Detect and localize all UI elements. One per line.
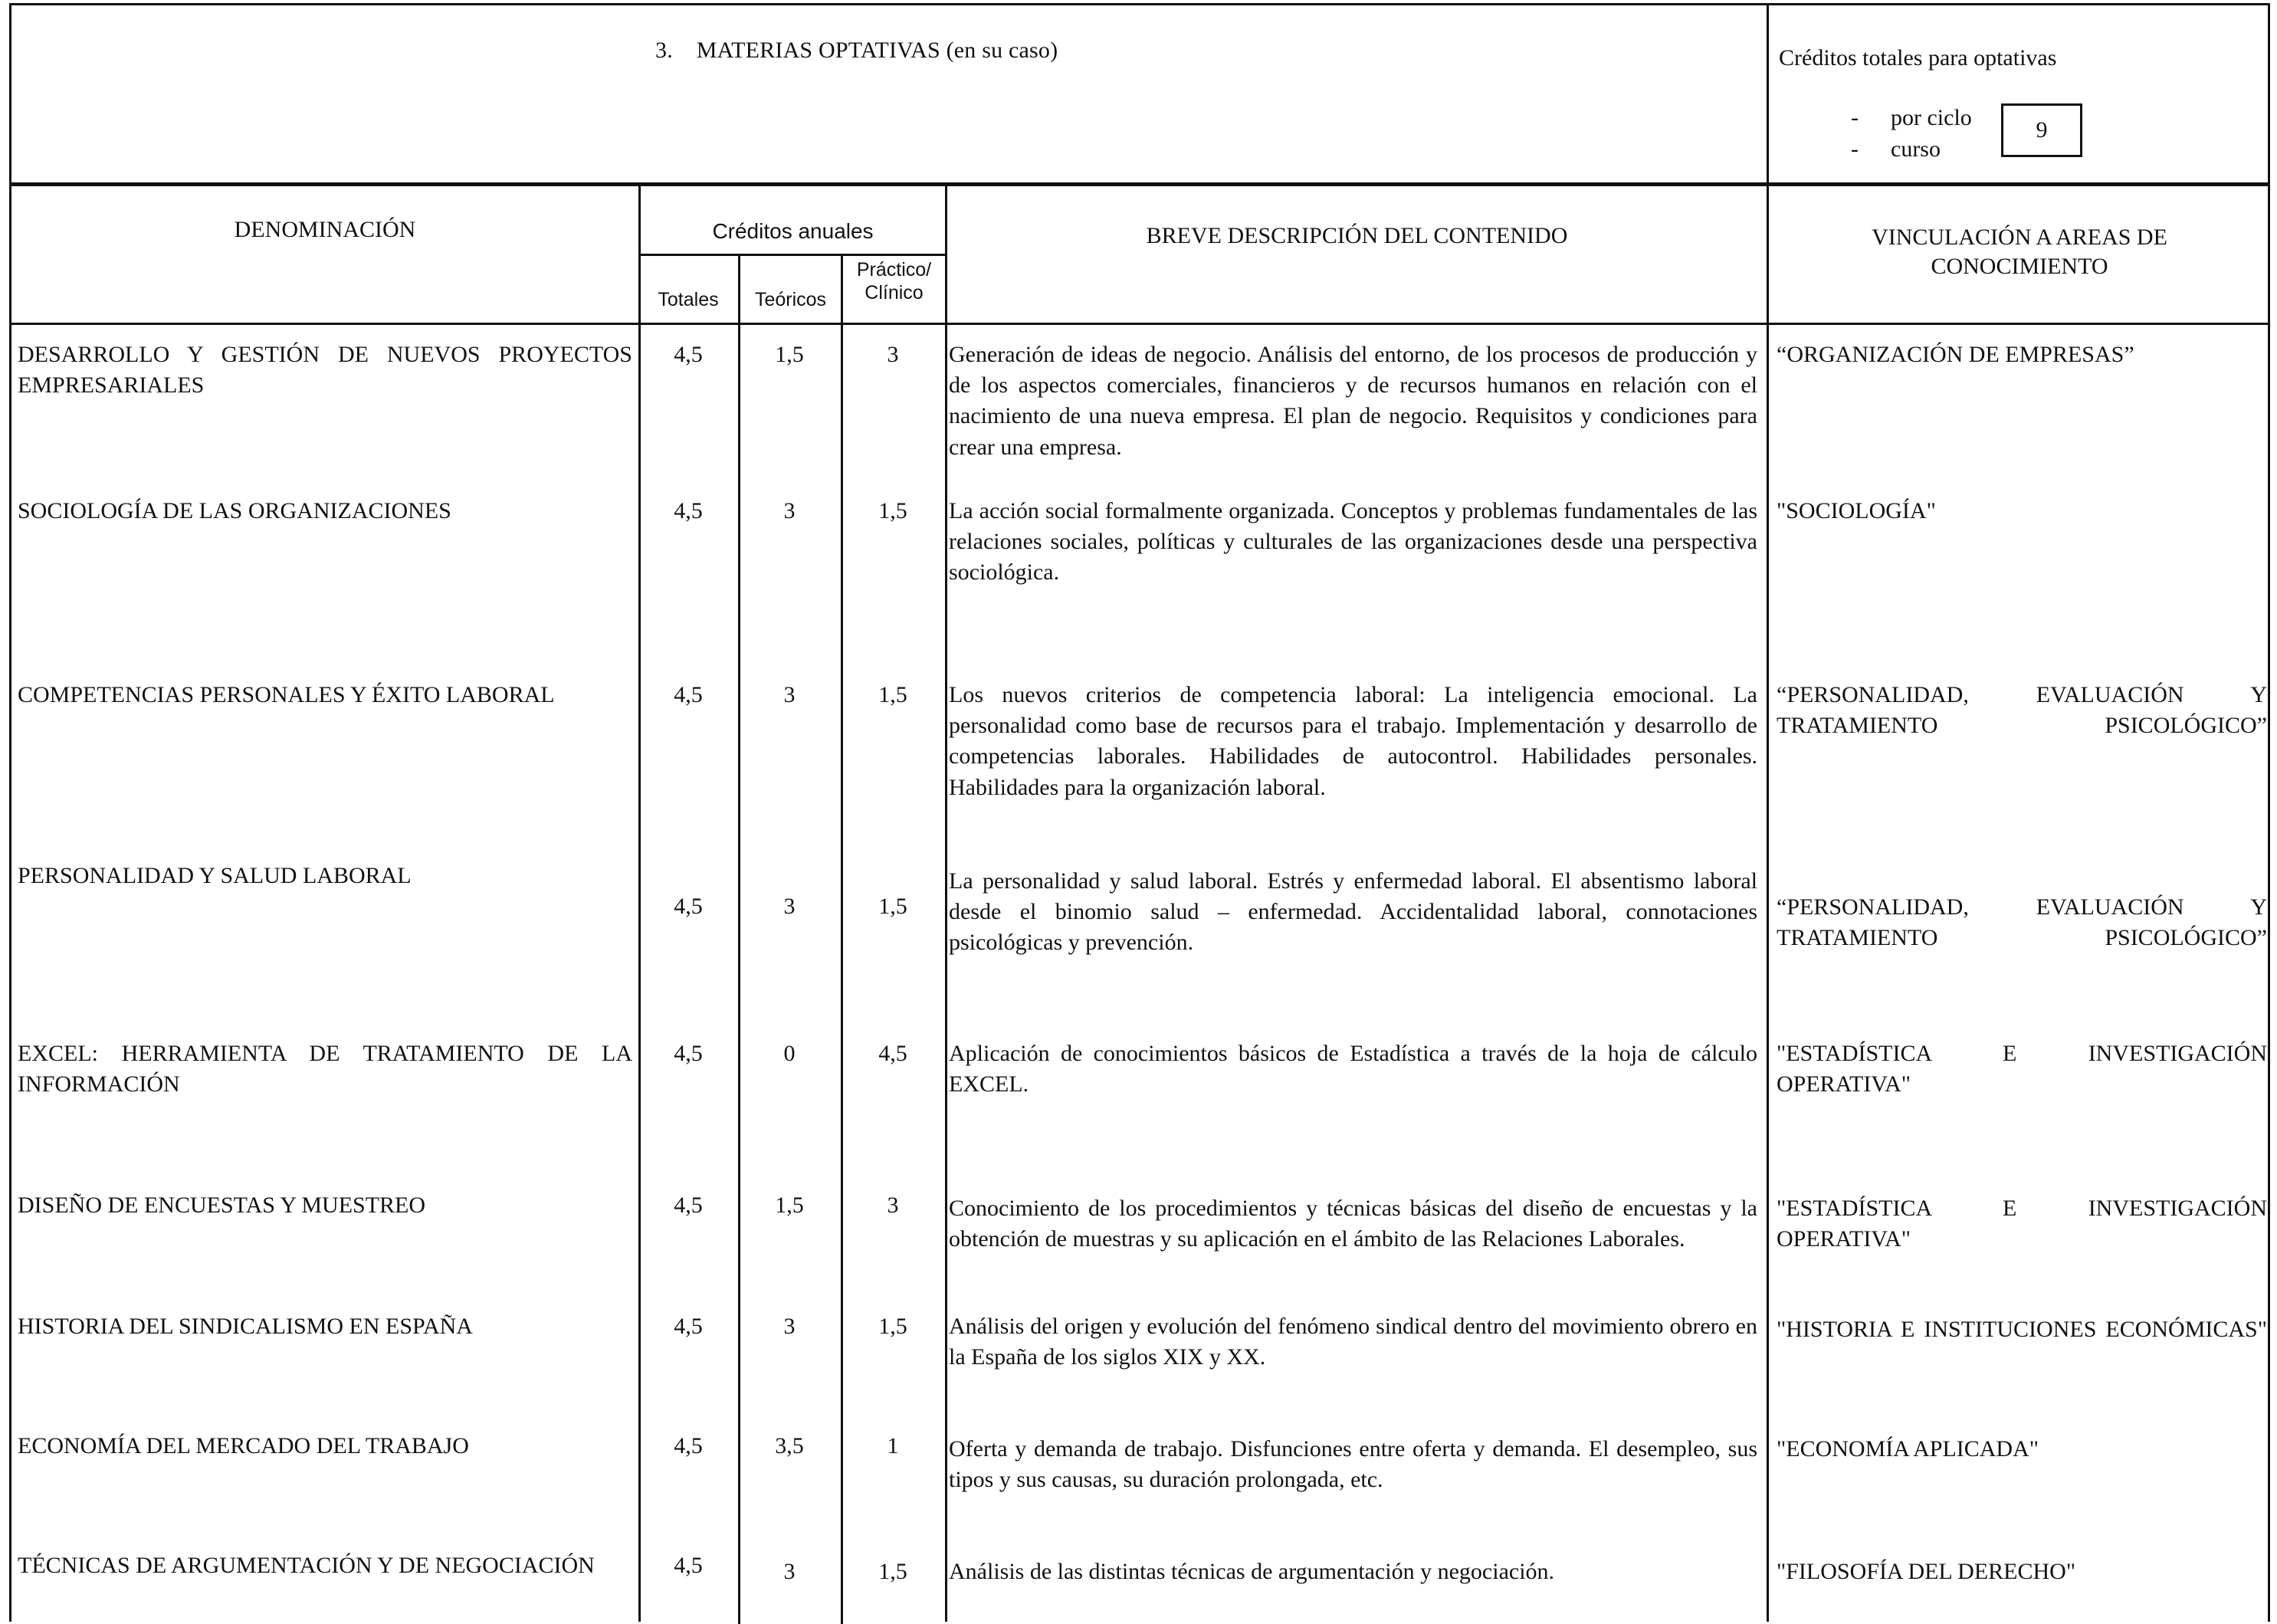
header-practico [843, 258, 945, 304]
row-practicos: 1,5 [878, 894, 907, 919]
header-totales: Totales [658, 289, 719, 310]
row-denominacion: ECONOMÍA DEL MERCADO DEL TRABAJO [18, 1433, 469, 1458]
row-area: "ECONOMÍA APLICADA" [1777, 1436, 2039, 1462]
row-practicos: 3 [887, 342, 899, 367]
row-teoricos: 1,5 [775, 342, 804, 367]
row-area: "SOCIOLOGÍA" [1777, 498, 1936, 523]
column-divider [638, 186, 641, 1622]
curso-label: curso [1891, 136, 1941, 162]
section-header-box [9, 3, 2270, 185]
column-divider [738, 254, 740, 1624]
row-denominacion: HISTORIA DEL SINDICALISMO EN ESPAÑA [18, 1314, 473, 1339]
row-descripcion: La personalidad y salud laboral. Estrés y enfermedad laboral. El absentismo laboral desde el binomio salud – enfermedad. Accidentalidad laboral, connotaciones psicológicas y prevención. [949, 868, 1757, 956]
row-area: "HISTORIA E INSTITUCIONES ECONÓMICAS" [1777, 1317, 2267, 1342]
header-vinculacion-line2: CONOCIMIENTO [1931, 253, 2108, 279]
row-teoricos: 3,5 [775, 1433, 804, 1458]
row-denominacion: PERSONALIDAD Y SALUD LABORAL [18, 863, 412, 888]
row-totales: 4,5 [674, 682, 703, 707]
row-practicos: 1 [887, 1433, 899, 1458]
row-totales: 4,5 [674, 1314, 703, 1339]
row-practicos: 1,5 [878, 682, 907, 707]
row-teoricos: 0 [783, 1041, 796, 1066]
dash-bullet: - [1851, 136, 1859, 162]
row-practicos: 1,5 [878, 498, 907, 523]
row-totales: 4,5 [674, 894, 703, 919]
row-descripcion: Los nuevos criterios de competencia laboral: La inteligencia emocional. La personalidad como base de recursos para el trabajo. Implementación y desarrollo de competencias laborales. Habilidades de autocontrol. Habilidades personales. Habilidades para la organización laboral. [949, 682, 1757, 800]
row-totales: 4,5 [674, 342, 703, 367]
section-title: 3. MATERIAS OPTATIVAS (en su caso) [655, 38, 1058, 63]
header-teoricos: Teóricos [754, 289, 827, 310]
row-area: “PERSONALIDAD, EVALUACIÓN Y TRATAMIENTO PSICOLÓGICO” [1777, 682, 2267, 739]
row-totales: 4,5 [674, 1193, 703, 1218]
row-totales: 4,5 [674, 1433, 703, 1458]
header-vinculacion [1769, 223, 2270, 281]
row-totales: 4,5 [674, 1553, 703, 1578]
row-area: "ESTADÍSTICA E INVESTIGACIÓN OPERATIVA" [1777, 1196, 2267, 1252]
row-denominacion: TÉCNICAS DE ARGUMENTACIÓN Y DE NEGOCIACIÓN [18, 1553, 595, 1578]
row-area: "ESTADÍSTICA E INVESTIGACIÓN OPERATIVA" [1777, 1041, 2267, 1097]
row-descripcion: Aplicación de conocimientos básicos de Estadística a través de la hoja de cálculo EXCEL. [949, 1041, 1757, 1097]
row-area: “ORGANIZACIÓN DE EMPRESAS” [1777, 342, 2134, 367]
row-teoricos: 3 [783, 894, 796, 919]
subheader-divider [638, 254, 947, 256]
por-ciclo-label: por ciclo [1891, 105, 1972, 130]
optativas-table [9, 184, 2270, 1622]
header-row-divider [11, 323, 2268, 325]
row-area: “PERSONALIDAD, EVALUACIÓN Y TRATAMIENTO PSICOLÓGICO” [1777, 894, 2267, 951]
row-practicos: 3 [887, 1193, 899, 1218]
column-divider [1767, 186, 1769, 1622]
header-denominacion: DENOMINACIÓN [234, 217, 416, 242]
row-practicos: 4,5 [878, 1041, 907, 1066]
row-totales: 4,5 [674, 1041, 703, 1066]
row-descripcion: Oferta y demanda de trabajo. Disfunciones entre oferta y demanda. El desempleo, sus tipos y sus causas, su duración prolongada, etc. [949, 1436, 1757, 1493]
row-descripcion: Análisis del origen y evolución del fenómeno sindical dentro del movimiento obrero en la España de los siglos XIX y XX. [949, 1314, 1757, 1370]
header-practico-line2: Clínico [865, 282, 924, 303]
row-descripcion: Generación de ideas de negocio. Análisis del entorno, de los procesos de producción y de los aspectos comerciales, financieros y de recursos humanos en relación con el nacimiento de una nueva empresa. El plan de negocio. Requisitos y condiciones para crear una empresa. [949, 342, 1757, 460]
row-descripcion: Análisis de las distintas técnicas de argumentación y negociación. [949, 1559, 1555, 1584]
row-denominacion: SOCIOLOGÍA DE LAS ORGANIZACIONES [18, 498, 451, 523]
header-descripcion: BREVE DESCRIPCIÓN DEL CONTENIDO [1146, 223, 1568, 248]
column-divider [841, 254, 843, 1624]
header-practico-line1: Práctico/ [856, 259, 932, 281]
por-ciclo-value-box: 9 [2001, 103, 2082, 157]
header-creditos-anuales: Créditos anuales [712, 219, 874, 243]
row-teoricos: 3 [783, 1314, 796, 1339]
dash-bullet: - [1851, 105, 1859, 130]
row-descripcion: Conocimiento de los procedimientos y técnicas básicas del diseño de encuestas y la obtención de muestras y su aplicación en el ámbito de las Relaciones Laborales. [949, 1196, 1757, 1252]
header-divider [1767, 5, 1769, 182]
column-divider [945, 186, 947, 1622]
row-area: "FILOSOFÍA DEL DERECHO" [1777, 1559, 2076, 1584]
header-vinculacion-line1: VINCULACIÓN A AREAS DE [1872, 225, 2167, 250]
row-totales: 4,5 [674, 498, 703, 523]
row-denominacion: EXCEL: HERRAMIENTA DE TRATAMIENTO DE LA INFORMACIÓN [18, 1041, 632, 1097]
row-practicos: 1,5 [878, 1314, 907, 1339]
row-denominacion: DESARROLLO Y GESTIÓN DE NUEVOS PROYECTOS EMPRESARIALES [18, 342, 632, 399]
row-denominacion: COMPETENCIAS PERSONALES Y ÉXITO LABORAL [18, 682, 555, 707]
row-teoricos: 3 [783, 498, 796, 523]
row-practicos: 1,5 [878, 1559, 907, 1584]
row-teoricos: 3 [783, 1559, 796, 1584]
row-denominacion: DISEÑO DE ENCUESTAS Y MUESTREO [18, 1193, 426, 1218]
row-descripcion: La acción social formalmente organizada. Conceptos y problemas fundamentales de las relaciones sociales, políticas y culturales de las organizaciones desde una perspectiva sociológica. [949, 498, 1757, 586]
row-teoricos: 3 [783, 682, 796, 707]
row-teoricos: 1,5 [775, 1193, 804, 1218]
credits-total-label: Créditos totales para optativas [1779, 45, 2057, 71]
